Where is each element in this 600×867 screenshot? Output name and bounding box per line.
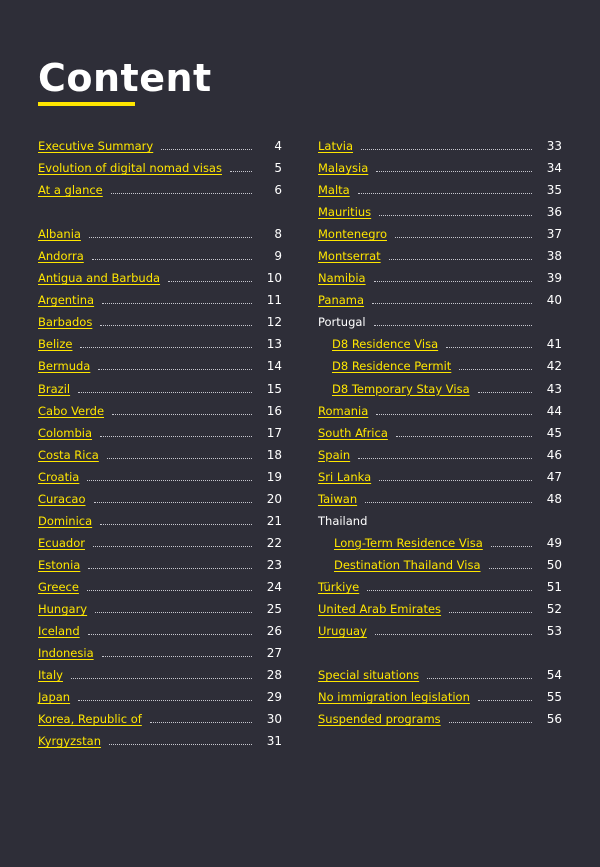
dot-leader (489, 567, 532, 569)
dot-leader (168, 280, 252, 282)
dot-leader (98, 368, 252, 370)
page-number: 19 (266, 469, 282, 484)
toc-link[interactable]: Special situations (318, 668, 420, 683)
dot-leader (107, 457, 252, 459)
toc-heading: Portugal (318, 315, 366, 330)
page-number: 38 (546, 249, 562, 264)
dot-leader (80, 346, 252, 348)
toc-entry[interactable] (38, 532, 282, 554)
dot-leader (372, 302, 532, 304)
dot-leader (88, 633, 252, 635)
page-number: 25 (266, 602, 282, 616)
dot-leader (78, 391, 252, 393)
toc-entry[interactable] (38, 333, 282, 355)
toc-entry[interactable] (318, 576, 562, 598)
dot-leader (89, 236, 252, 238)
toc-link[interactable]: No immigration legislation (318, 690, 470, 705)
toc-entry[interactable] (38, 223, 282, 245)
toc-link[interactable]: Iceland (38, 624, 80, 639)
toc-entry[interactable] (38, 730, 282, 752)
toc-link[interactable]: Romania (318, 403, 369, 418)
page-number: 27 (266, 646, 282, 661)
toc-link[interactable]: D8 Residence Permit (332, 359, 452, 374)
toc-link[interactable]: Long-Term Residence Visa (334, 535, 483, 550)
dot-leader (446, 346, 532, 348)
toc-entry[interactable] (38, 179, 282, 201)
toc-entry[interactable] (318, 245, 562, 267)
dot-leader (161, 148, 252, 150)
toc-entry[interactable] (38, 554, 282, 576)
toc-entry[interactable] (38, 311, 282, 333)
toc-entry[interactable] (38, 135, 282, 157)
toc-entry[interactable] (318, 179, 562, 201)
dot-leader (102, 655, 252, 657)
page-number: 23 (266, 557, 282, 572)
toc-entry[interactable] (38, 289, 282, 311)
toc-link[interactable]: Albania (38, 227, 81, 242)
dot-leader (374, 324, 532, 326)
dot-leader (389, 258, 532, 260)
page-number: 45 (546, 425, 562, 440)
toc-entry[interactable] (38, 378, 282, 400)
toc-entry (318, 510, 562, 532)
dot-leader (374, 280, 532, 282)
page-number: 42 (546, 359, 562, 374)
toc-entry[interactable] (38, 400, 282, 422)
page-number: 46 (546, 447, 562, 462)
toc-link[interactable]: Greece (38, 579, 79, 594)
toc-link[interactable]: D8 Temporary Stay Visa (332, 381, 470, 396)
page-number: 21 (266, 513, 282, 528)
dot-leader (102, 302, 252, 304)
dot-leader (379, 479, 532, 481)
toc-entry[interactable] (318, 554, 562, 576)
page-number: 17 (266, 425, 282, 440)
toc-entry[interactable] (318, 223, 562, 245)
toc-entry[interactable] (318, 355, 562, 377)
toc-link[interactable]: At a glance (38, 183, 103, 198)
toc-entry[interactable] (318, 598, 562, 620)
dot-leader (459, 368, 532, 370)
toc-entry[interactable] (318, 378, 562, 400)
toc-entry[interactable] (318, 135, 562, 157)
dot-leader (112, 413, 252, 415)
toc-link[interactable]: Colombia (38, 425, 93, 440)
toc-link[interactable]: South Africa (318, 425, 388, 440)
toc-link[interactable]: Andorra (38, 249, 84, 264)
dot-leader (361, 148, 532, 150)
toc-entry[interactable] (38, 708, 282, 730)
page-number: 55 (546, 690, 562, 705)
toc-entry[interactable] (38, 488, 282, 510)
dot-leader (358, 192, 532, 194)
dot-leader (88, 567, 252, 569)
page-number: 10 (266, 271, 282, 286)
toc-entry[interactable] (38, 444, 282, 466)
page-number: 8 (274, 227, 282, 242)
page-number: 40 (546, 293, 562, 308)
toc-spacer (318, 642, 562, 664)
page-number: 41 (546, 337, 562, 352)
page-number: 15 (266, 381, 282, 396)
page-number: 6 (274, 183, 282, 198)
dot-leader (100, 324, 252, 326)
toc-entry (318, 311, 562, 333)
toc-link[interactable]: Suspended programs (318, 712, 441, 727)
toc-entry[interactable] (38, 642, 282, 664)
toc-entry[interactable] (318, 708, 562, 730)
page-number: 9 (274, 249, 282, 264)
toc-entry[interactable] (318, 289, 562, 311)
toc-link[interactable]: D8 Residence Visa (332, 337, 439, 352)
page-number: 31 (266, 734, 282, 749)
toc-entry[interactable] (318, 267, 562, 289)
dot-leader (94, 501, 253, 503)
toc-entry[interactable] (318, 422, 562, 444)
dot-leader (478, 391, 532, 393)
page-number: 5 (274, 161, 282, 176)
dot-leader (396, 435, 532, 437)
toc-link[interactable]: Estonia (38, 557, 81, 572)
dot-leader (478, 699, 532, 701)
page-number: 22 (266, 535, 282, 550)
page-number: 13 (266, 337, 282, 352)
page-number: 48 (546, 491, 562, 506)
toc-entry[interactable] (318, 444, 562, 466)
dot-leader (367, 589, 532, 591)
toc-entry[interactable] (38, 422, 282, 444)
toc-link[interactable]: Argentina (38, 293, 95, 308)
toc-entry[interactable] (38, 267, 282, 289)
toc-entry[interactable] (38, 466, 282, 488)
toc-link[interactable]: Barbados (38, 315, 93, 330)
page-number: 47 (546, 469, 562, 484)
toc-link[interactable]: Korea, Republic of (38, 712, 142, 727)
toc-link[interactable]: Montserrat (318, 249, 381, 264)
toc-entry[interactable] (38, 620, 282, 642)
toc-link[interactable]: Spain (318, 447, 351, 462)
page-number: 49 (546, 535, 562, 550)
toc-left-column (38, 135, 282, 752)
dot-leader (491, 545, 532, 547)
toc-link[interactable]: Sri Lanka (318, 469, 372, 484)
toc-link[interactable]: Brazil (38, 381, 71, 396)
toc-entry[interactable] (318, 620, 562, 642)
page-number: 33 (546, 139, 562, 154)
toc-link[interactable]: Namibia (318, 271, 366, 286)
page-number: 11 (266, 293, 282, 308)
page-number: 29 (266, 690, 282, 705)
toc-link[interactable]: Cabo Verde (38, 403, 105, 418)
page-number: 56 (546, 712, 562, 727)
toc-link[interactable]: Belize (38, 337, 73, 352)
toc-link[interactable]: Croatia (38, 469, 80, 484)
page-number: 34 (546, 161, 562, 176)
toc-link[interactable]: Mauritius (318, 205, 372, 220)
page-number: 44 (546, 403, 562, 418)
dot-leader (100, 435, 252, 437)
dot-leader (109, 743, 252, 745)
page-number: 30 (266, 712, 282, 727)
toc-link[interactable]: Dominica (38, 513, 93, 528)
dot-leader (376, 170, 532, 172)
toc-link[interactable]: Türkiye (318, 579, 360, 594)
page-number: 18 (266, 447, 282, 462)
toc-entry[interactable] (318, 686, 562, 708)
dot-leader (92, 258, 252, 260)
page-number: 43 (546, 381, 562, 396)
page-number: 53 (546, 624, 562, 639)
page-number: 12 (266, 315, 282, 330)
toc-entry[interactable] (318, 201, 562, 223)
dot-leader (358, 457, 532, 459)
dot-leader (449, 721, 532, 723)
toc-entry[interactable] (38, 576, 282, 598)
dot-leader (71, 677, 252, 679)
page-number: 39 (546, 271, 562, 286)
toc-link[interactable]: Hungary (38, 602, 88, 616)
toc-link[interactable]: Panama (318, 293, 365, 308)
toc-entry[interactable] (318, 400, 562, 422)
dot-leader (427, 677, 532, 679)
toc-link[interactable]: Ecuador (38, 535, 85, 550)
page-number: 14 (266, 359, 282, 374)
dot-leader (100, 523, 252, 525)
dot-leader (449, 611, 532, 613)
dot-leader (375, 633, 532, 635)
toc-entry[interactable] (318, 157, 562, 179)
toc-link[interactable]: Montenegro (318, 227, 388, 242)
toc-right-column (318, 135, 562, 730)
toc-entry[interactable] (38, 686, 282, 708)
toc-link[interactable]: Malta (318, 183, 350, 198)
dot-leader (376, 413, 532, 415)
page-number: 16 (266, 403, 282, 418)
toc-link[interactable]: Kyrgyzstan (38, 734, 102, 749)
toc-entry[interactable] (318, 488, 562, 510)
page-number: 28 (266, 668, 282, 683)
dot-leader (95, 611, 252, 613)
toc-entry[interactable] (318, 466, 562, 488)
page-number: 54 (546, 668, 562, 683)
toc-link[interactable]: Costa Rica (38, 447, 99, 462)
toc-heading: Thailand (318, 513, 368, 528)
page-number: 52 (546, 602, 562, 616)
dot-leader (230, 170, 252, 172)
toc-entry[interactable] (318, 664, 562, 686)
page-number: 24 (266, 579, 282, 594)
page-number: 26 (266, 624, 282, 639)
toc-entry[interactable] (38, 664, 282, 686)
dot-leader (150, 721, 252, 723)
page-number: 37 (546, 227, 562, 242)
toc-link[interactable]: United Arab Emirates (318, 602, 442, 616)
dot-leader (78, 699, 252, 701)
toc-link[interactable]: Taiwan (318, 491, 358, 506)
toc-spacer (38, 201, 282, 223)
dot-leader (365, 501, 532, 503)
toc-link[interactable]: Destination Thailand Visa (334, 557, 481, 572)
toc-link[interactable]: Antigua and Barbuda (38, 271, 161, 286)
toc-link[interactable]: Indonesia (38, 646, 94, 661)
toc-entry[interactable] (38, 355, 282, 377)
toc-link[interactable]: Executive Summary (38, 139, 154, 154)
toc-link[interactable]: Latvia (318, 139, 354, 154)
toc-link[interactable]: Japan (38, 690, 71, 705)
toc-entry[interactable] (38, 157, 282, 179)
toc-entry[interactable] (38, 245, 282, 267)
toc-entry[interactable] (318, 532, 562, 554)
toc-link[interactable]: Uruguay (318, 624, 367, 639)
dot-leader (87, 479, 252, 481)
page-number: 36 (546, 205, 562, 220)
page-number: 35 (546, 183, 562, 198)
dot-leader (93, 545, 252, 547)
page-number: 20 (266, 491, 282, 506)
page-number: 4 (274, 139, 282, 154)
toc-link[interactable]: Italy (38, 668, 63, 683)
toc-link[interactable]: Bermuda (38, 359, 91, 374)
toc-link[interactable]: Malaysia (318, 161, 369, 176)
title-underline (38, 102, 135, 106)
dot-leader (395, 236, 532, 238)
dot-leader (379, 214, 532, 216)
dot-leader (87, 589, 252, 591)
toc-entry[interactable] (318, 333, 562, 355)
toc-link[interactable]: Evolution of digital nomad visas (38, 161, 222, 176)
page-number: 51 (546, 579, 562, 594)
page-title: Content (38, 56, 212, 100)
toc-entry[interactable] (38, 598, 282, 620)
dot-leader (111, 192, 252, 194)
toc-link[interactable]: Curacao (38, 491, 86, 506)
page-number: 50 (546, 557, 562, 572)
toc-entry[interactable] (38, 510, 282, 532)
